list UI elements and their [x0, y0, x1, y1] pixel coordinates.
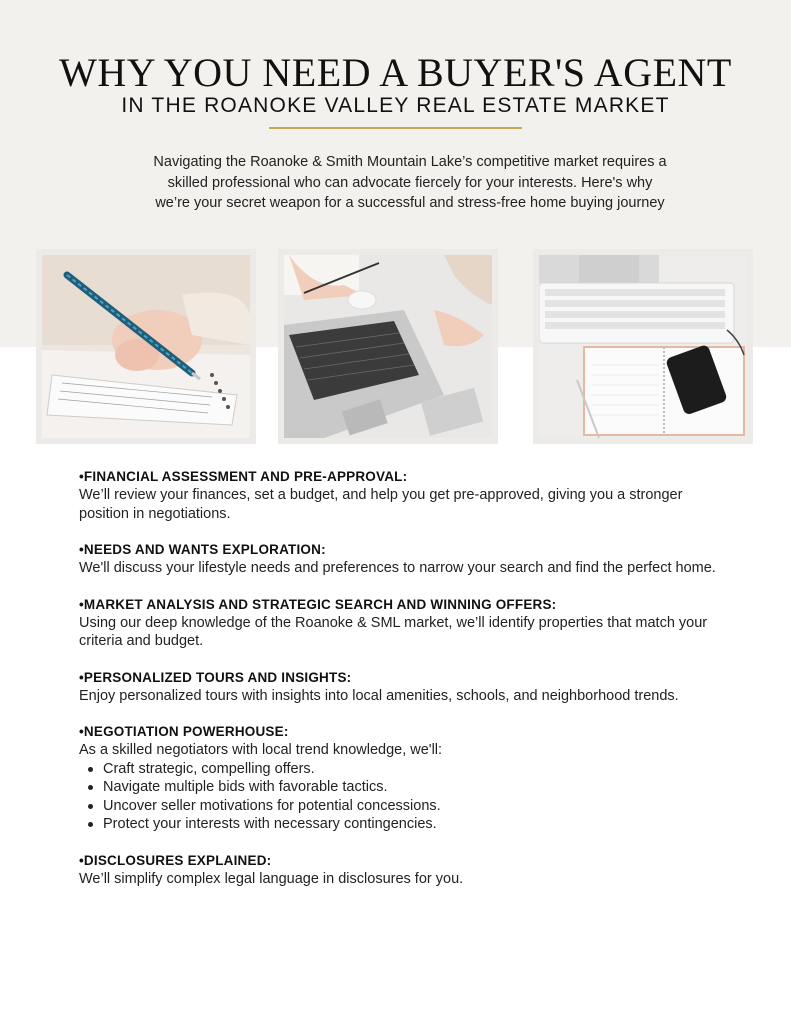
- photo-keyboard-image: [539, 255, 747, 438]
- bullet-text: Navigate multiple bids with favorable tactics.: [103, 779, 388, 795]
- section-needs-wants: [79, 541, 719, 578]
- section-heading: •NEGOTIATION POWERHOUSE:: [79, 724, 289, 739]
- section-body: We’ll simplify complex legal language in disclosures for you.: [79, 870, 464, 887]
- section-body: We’ll review your finances, set a budget, and help you get pre-approved, giving you a stronger position in negotiations.: [79, 487, 683, 522]
- photo-laptop-desk: [278, 249, 498, 444]
- photo-keyboard-notebook: [533, 249, 753, 444]
- section-body: We'll discuss your lifestyle needs and preferences to narrow your search and find the perfect home.: [79, 560, 716, 576]
- section-body: Using our deep knowledge of the Roanoke & SML market, we’ll identify properties that match your criteria and budget.: [79, 614, 708, 649]
- section-body: As a skilled negotiators with local trend knowledge, we'll:: [79, 742, 443, 758]
- page-subtitle: IN THE ROANOKE VALLEY REAL ESTATE MARKET: [121, 94, 670, 117]
- section-heading: •DISCLOSURES EXPLAINED:: [79, 852, 272, 868]
- photo-writing-notebook: [36, 249, 256, 444]
- services-list: [79, 468, 719, 906]
- bullet-item: [103, 815, 719, 834]
- photo-laptop-image: [284, 255, 492, 438]
- bullet-item: [103, 760, 719, 779]
- section-heading: •MARKET ANALYSIS AND STRATEGIC SEARCH AND WINNING OFFERS:: [79, 596, 557, 612]
- photo-writing-image: [42, 255, 250, 438]
- section-personalized-tours: [79, 669, 719, 706]
- negotiation-bullets: [79, 760, 719, 834]
- bullet-text: Protect your interests with necessary contingencies.: [103, 816, 437, 832]
- section-market-analysis: [79, 596, 719, 651]
- title-divider: [269, 127, 522, 129]
- bullet-text: Craft strategic, compelling offers.: [103, 760, 315, 777]
- section-heading: •PERSONALIZED TOURS AND INSIGHTS:: [79, 669, 352, 685]
- intro-paragraph: Navigating the Roanoke & Smith Mountain Lake’s competitive market requires a skilled professional who can advocate fiercely for your interests. Here's why we’re your secret weapon for a successful and stress-free home buying journey: [153, 154, 667, 211]
- bullet-text: Uncover seller motivations for potential concessions.: [103, 797, 441, 814]
- section-negotiation: [79, 723, 719, 834]
- bullet-dot-icon: [88, 804, 93, 809]
- bullet-item: [103, 797, 719, 816]
- section-heading: •NEEDS AND WANTS EXPLORATION:: [79, 542, 326, 557]
- section-heading: •FINANCIAL ASSESSMENT AND PRE-APPROVAL:: [79, 469, 408, 484]
- section-financial-assessment: [79, 468, 719, 523]
- bullet-item: [103, 778, 719, 797]
- section-disclosures: [79, 852, 719, 889]
- bullet-dot-icon: [88, 767, 93, 772]
- page-title: WHY YOU NEED A BUYER'S AGENT: [59, 50, 732, 95]
- bullet-dot-icon: [88, 785, 93, 790]
- bullet-dot-icon: [88, 822, 93, 827]
- section-body: Enjoy personalized tours with insights into local amenities, schools, and neighborhood trends.: [79, 687, 679, 704]
